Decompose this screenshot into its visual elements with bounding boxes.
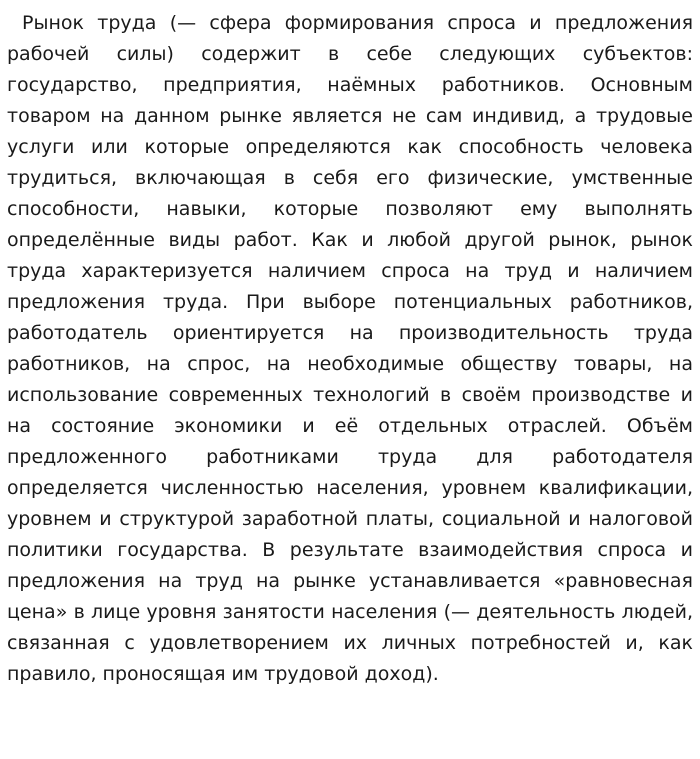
body-paragraph: Рынок труда (— сфера формирования спроса и предложения рабочей силы) содержит в себе следующих субъектов: государство, предприятия, наёмных работников. Основным товаром на данном рынке является не сам индивид, а трудовые услуги или которые определяются как способность человека трудиться, включающая в себя его физические, умственные способности, навыки, которые позволяют ему выполнять определённые виды работ. Как и любой другой рынок, рынок труда характеризуется наличием спроса на труд и наличием предложения труда. При выборе потенциальных работников, работодатель ориентируется на производительность труда работников, на спрос, на необходимые обществу товары, на использование современных технологий в своём производстве и на состояние экономики и её отдельных отраслей. Объём предложенного работниками труда для работодателя определяется численностью населения, уровнем квалификации, уровнем и структурой заработной платы, социальной и налоговой политики государства. В результате взаимодействия спроса и предложения на труд на рынке устанавливается «равновесная цена» в лице уровня занятости населения (— деятельность людей, связанная с удовлетворением их личных потребностей и, как правило, проносящая им трудовой доход). xyxy=(7,12,693,685)
document-page xyxy=(7,8,693,690)
